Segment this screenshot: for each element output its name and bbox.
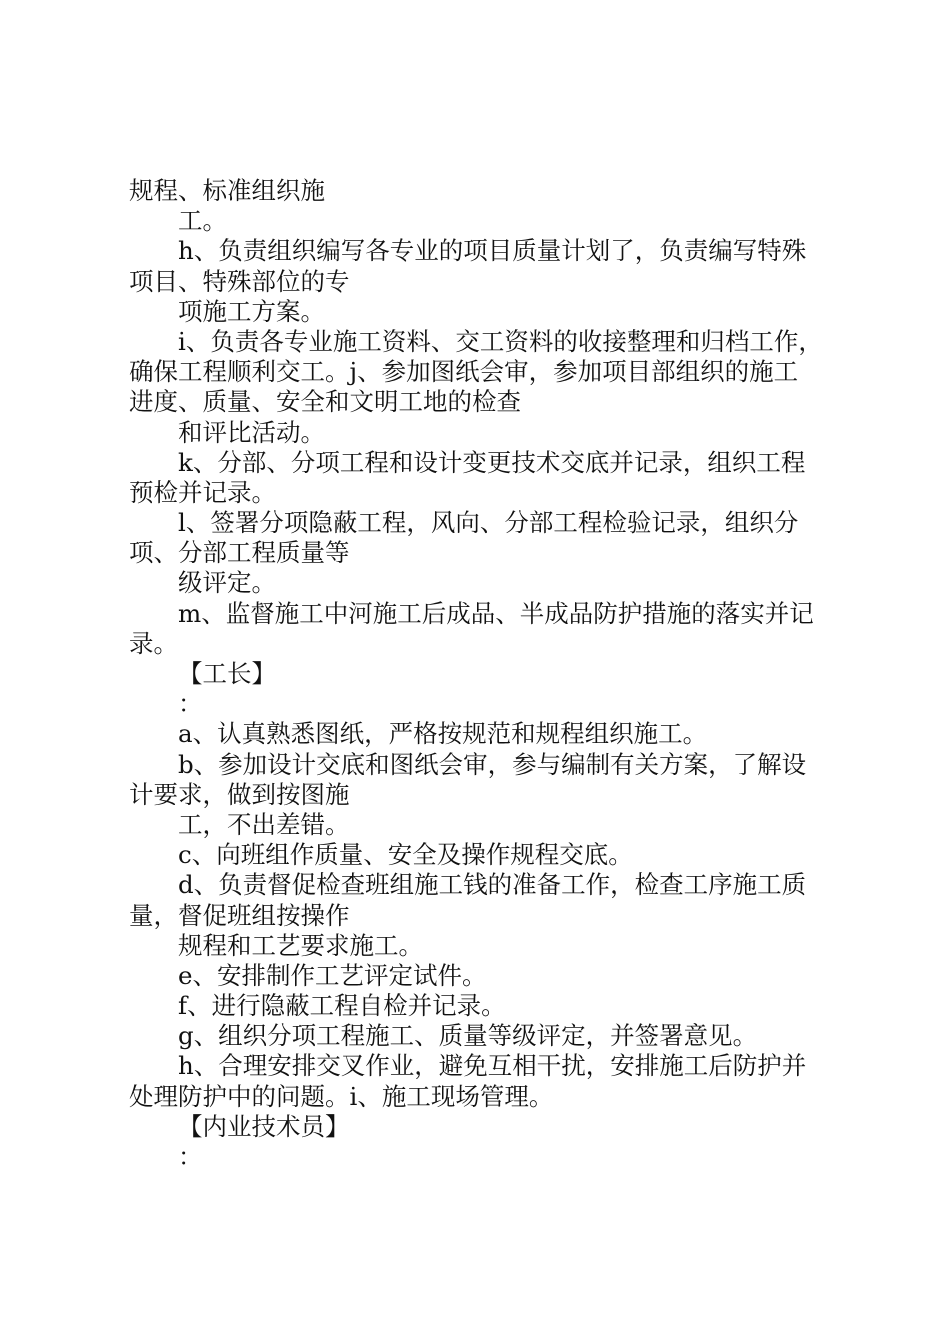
- text-line: 量，督促班组按操作: [129, 900, 350, 930]
- text-line: 项目、特殊部位的专: [129, 266, 350, 296]
- text-line: h、合理安排交叉作业，避免互相干扰，安排施工后防护并: [178, 1051, 807, 1081]
- text-line: 规程和工艺要求施工。: [178, 930, 423, 960]
- text-line: 工，不出差错。: [178, 809, 350, 839]
- text-line: c、向班组作质量、安全及操作规程交底。: [178, 840, 633, 870]
- text-line: d、负责督促检查班组施工钱的准备工作，检查工序施工质: [178, 870, 807, 900]
- text-line: e、安排制作工艺评定试件。: [178, 960, 487, 990]
- text-line: m、监督施工中河施工后成品、半成品防护措施的落实并记: [178, 598, 814, 628]
- text-line: ：: [178, 689, 203, 719]
- text-line: 规程、标准组织施: [129, 176, 325, 205]
- text-line: 项施工方案。: [178, 296, 325, 326]
- text-line: 计要求，做到按图施: [129, 779, 350, 809]
- text-line: i、负责各专业施工资料、交工资料的收接整理和归档工作，: [178, 326, 823, 356]
- text-line: 和评比活动。: [178, 417, 325, 447]
- text-line: g、组织分项工程施工、质量等级评定，并签署意见。: [178, 1021, 758, 1051]
- text-line: 【工长】: [178, 659, 276, 688]
- text-line: ：: [178, 1142, 203, 1171]
- text-line: b、参加设计交底和图纸会审，参与编制有关方案，了解设: [178, 749, 807, 779]
- text-line: k、分部、分项工程和设计变更技术交底并记录，组织工程: [178, 447, 806, 477]
- text-line: 级评定。: [178, 568, 276, 598]
- text-line: 预检并记录。: [129, 477, 276, 507]
- text-line: 录。: [129, 628, 178, 658]
- text-line: h、负责组织编写各专业的项目质量计划了，负责编写特殊: [178, 236, 807, 266]
- text-line: 确保工程顺利交工。j、参加图纸会审，参加项目部组织的施工: [129, 357, 799, 387]
- document-body: [129, 176, 849, 1172]
- text-line: 工。: [178, 206, 227, 236]
- text-line: l、签署分项隐蔽工程，风向、分部工程检验记录，组织分: [178, 508, 799, 538]
- text-line: a、认真熟悉图纸，严格按规范和规程组织施工。: [178, 719, 708, 749]
- text-line: f、进行隐蔽工程自检并记录。: [178, 991, 506, 1021]
- text-line: 进度、质量、安全和文明工地的检查: [129, 387, 521, 417]
- text-line: 项、分部工程质量等: [129, 538, 350, 568]
- text-line: 【内业技术员】: [178, 1111, 350, 1141]
- text-line: 处理防护中的问题。i、施工现场管理。: [129, 1081, 554, 1111]
